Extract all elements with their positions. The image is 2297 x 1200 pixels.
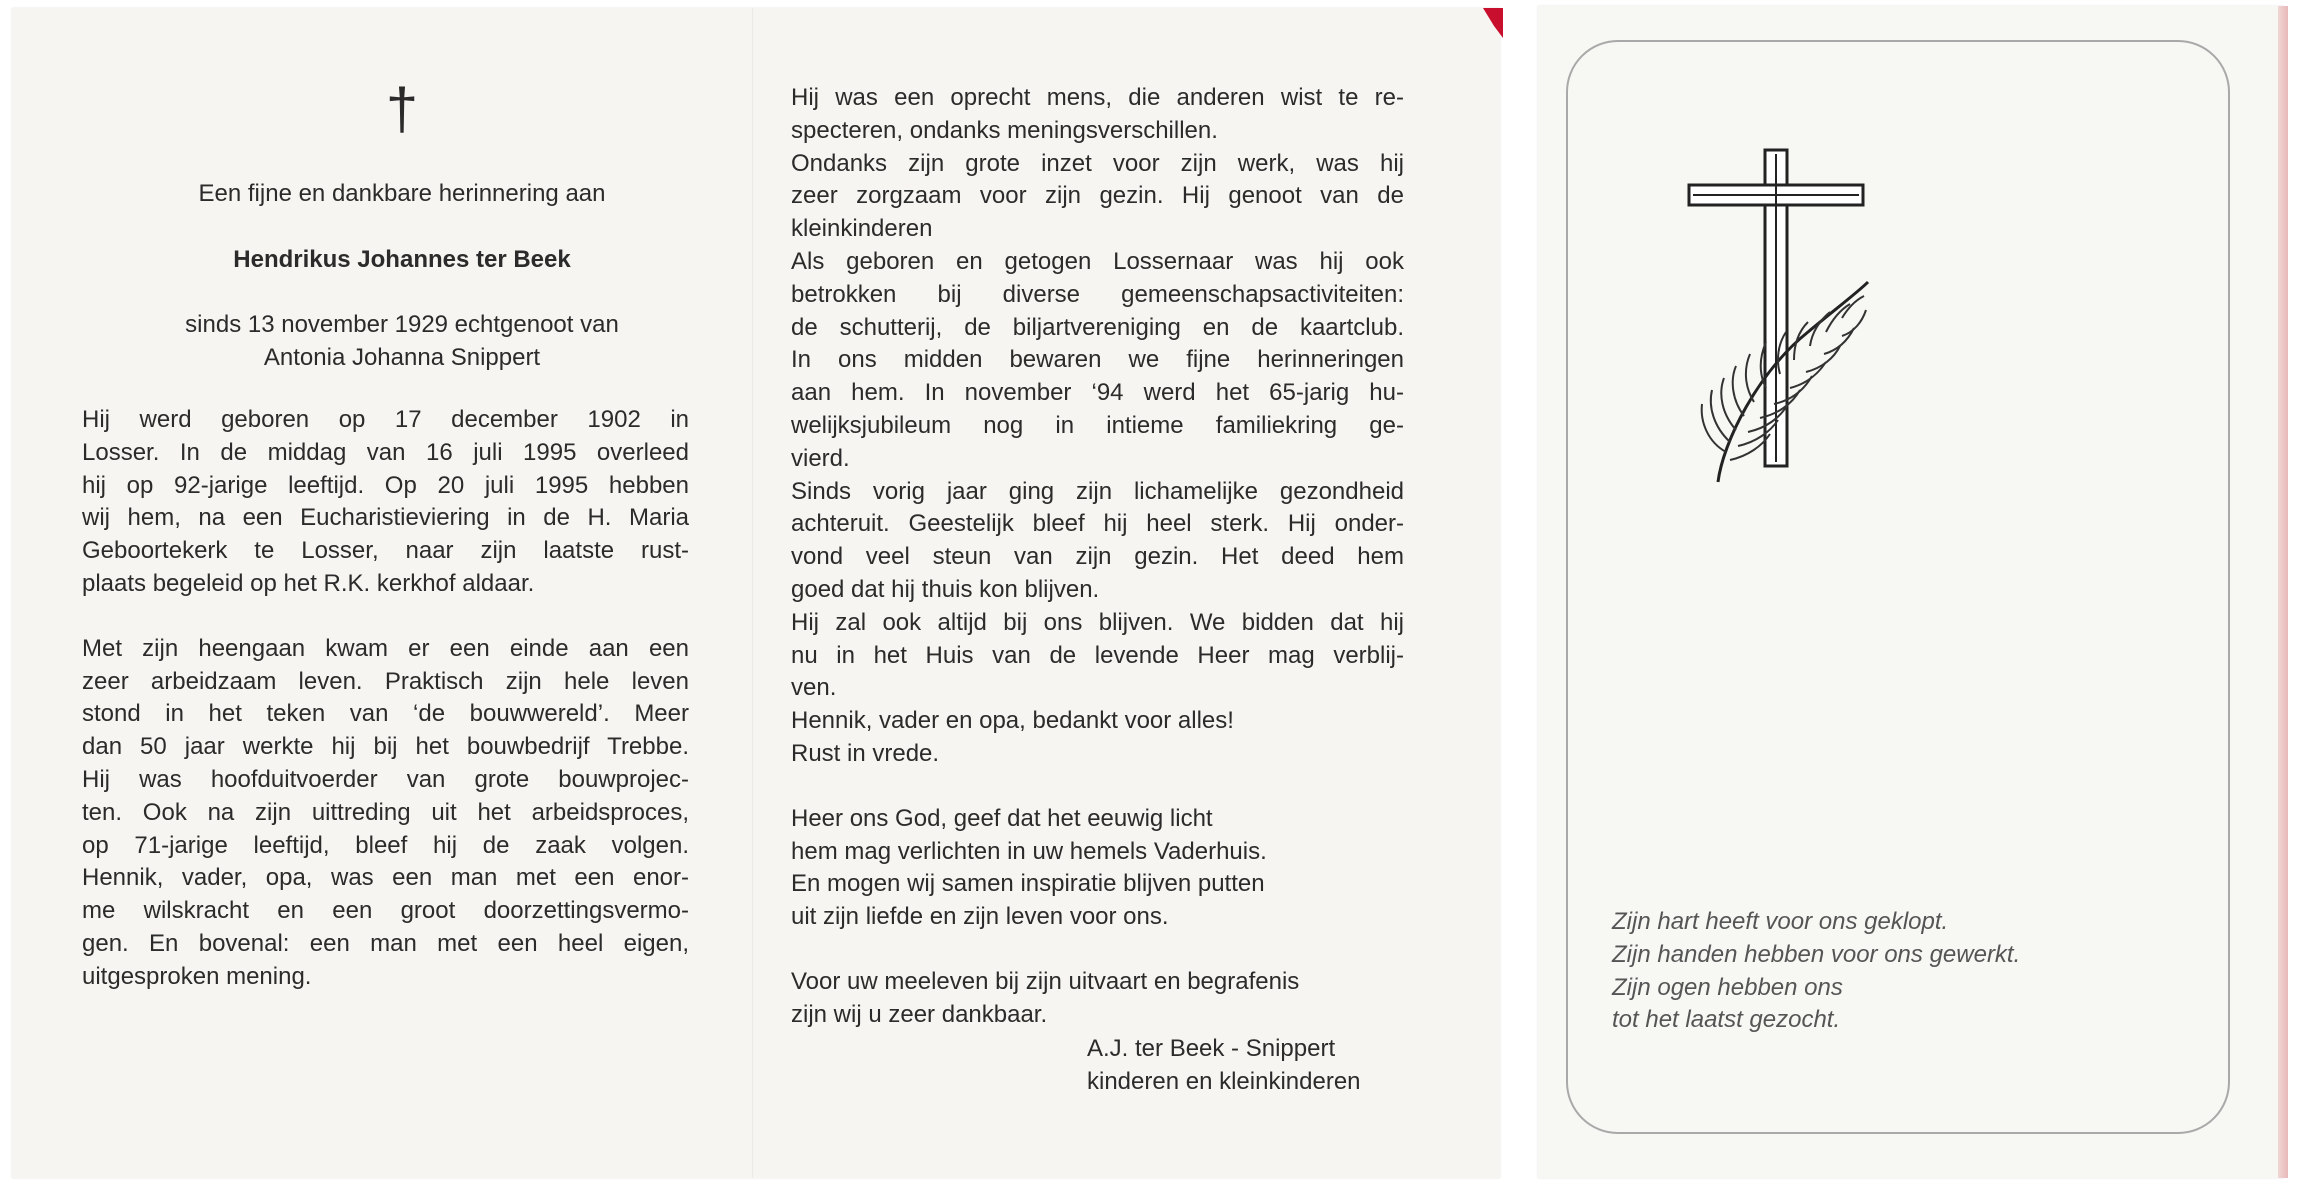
prayer-line: Heer ons God, geef dat het eeuwig licht bbox=[791, 804, 1213, 832]
text-line: dan 50 jaar werkte hij bij het bouwbedrijf Trebbe. bbox=[82, 733, 689, 761]
poem-line: Zijn handen hebben voor ons gewerkt. bbox=[1612, 940, 2021, 968]
poem-line: Zijn ogen hebben ons bbox=[1612, 973, 1843, 1001]
prayer-line: uit zijn liefde en zijn leven voor ons. bbox=[791, 903, 1169, 931]
text-line: Met zijn heengaan kwam er een einde aan een bbox=[82, 634, 689, 662]
text-line: Rust in vrede. bbox=[791, 739, 940, 767]
text-line: uitgesproken mening. bbox=[82, 962, 312, 990]
thanks-line: zijn wij u zeer dankbaar. bbox=[791, 1000, 1048, 1028]
signature-line: A.J. ter Beek - Snippert bbox=[1087, 1035, 1336, 1062]
text-line: ven. bbox=[791, 674, 837, 702]
text-line: Geboortekerk te Losser, naar zijn laatste rust- bbox=[82, 537, 689, 565]
deceased-name: Hendrikus Johannes ter Beek bbox=[233, 246, 571, 273]
text-line: welijksjubileum nog in intieme familiekring ge- bbox=[791, 411, 1404, 439]
text-line: Losser. In de middag van 16 juli 1995 overleed bbox=[82, 438, 689, 466]
cross-with-palm-icon bbox=[1678, 142, 1878, 492]
text-line: hij op 92-jarige leeftijd. Op 20 juli 1995 hebben bbox=[82, 471, 689, 499]
poem bbox=[1612, 906, 2020, 1037]
spouse-info bbox=[72, 309, 732, 375]
text-line: plaats begeleid op het R.K. kerkhof aldaar. bbox=[82, 569, 535, 597]
text-line: Hennik, vader, opa, was een man met een enor- bbox=[82, 864, 689, 892]
fold-line bbox=[752, 8, 754, 1178]
text-line: In ons midden bewaren we fijne herinneringen bbox=[791, 346, 1404, 374]
right-body bbox=[791, 82, 1404, 1032]
text-line: Hij werd geboren op 17 december 1902 in bbox=[82, 406, 689, 433]
text-line: vond veel steun van zijn gezin. Het deed hem bbox=[791, 543, 1404, 571]
text-line: Hij was een oprecht mens, die anderen wist te re- bbox=[791, 84, 1404, 111]
text-line: stond in het teken van ‘de bouwwereld’. Meer bbox=[82, 700, 689, 728]
text-line: Als geboren en getogen Lossernaar was hij ook bbox=[791, 247, 1404, 275]
intro-text: Een fijne en dankbare herinnering aan bbox=[198, 180, 606, 207]
poem-line: Zijn hart heeft voor ons geklopt. bbox=[1612, 908, 1949, 935]
text-line: kleinkinderen bbox=[791, 215, 933, 243]
text-line: betrokken bij diverse gemeenschapsactiviteiten: bbox=[791, 280, 1404, 308]
text-line: nu in het Huis van de levende Heer mag verblij- bbox=[791, 641, 1404, 669]
signature bbox=[1087, 1033, 1361, 1099]
text-line: ten. Ook na zijn uittreding uit het arbeidsproces, bbox=[82, 798, 689, 826]
text-line: Hennik, vader en opa, bedankt voor alles! bbox=[791, 707, 1234, 735]
text-line: aan hem. In november ‘94 werd het 65-jarig hu- bbox=[791, 379, 1404, 407]
text-line: achteruit. Geestelijk bleef hij heel sterk. Hij onder- bbox=[791, 510, 1404, 538]
text-line: Ondanks zijn grote inzet voor zijn werk, was hij bbox=[791, 149, 1404, 177]
card-edge bbox=[2278, 6, 2288, 1178]
spouse-line-1: sinds 13 november 1929 echtgenoot van bbox=[185, 311, 619, 338]
poem-line: tot het laatst gezocht. bbox=[1612, 1006, 1841, 1034]
text-line: op 71-jarige leeftijd, bleef hij de zaak volgen. bbox=[82, 831, 689, 859]
text-line: Sinds vorig jaar ging zijn lichamelijke gezondheid bbox=[791, 477, 1404, 505]
text-line: vierd. bbox=[791, 444, 850, 472]
text-line: zeer zorgzaam voor zijn gezin. Hij genoot van de bbox=[791, 182, 1404, 210]
prayer-line: En mogen wij samen inspiratie blijven putten bbox=[791, 870, 1265, 898]
text-line: me wilskracht en een groot doorzettingsvermo- bbox=[82, 897, 689, 925]
text-line: Hij was hoofduitvoerder van grote bouwprojec- bbox=[82, 765, 689, 793]
text-line: Hij zal ook altijd bij ons blijven. We bidden dat hij bbox=[791, 608, 1404, 636]
text-line: goed dat hij thuis kon blijven. bbox=[791, 575, 1100, 603]
text-line: gen. En bovenal: een man met een heel eigen, bbox=[82, 929, 689, 957]
text-line: zeer arbeidzaam leven. Praktisch zijn hele leven bbox=[82, 667, 689, 695]
thanks-line: Voor uw meeleven bij zijn uitvaart en begrafenis bbox=[791, 967, 1300, 995]
text-line: wij hem, na een Eucharistieviering in de H. Maria bbox=[82, 504, 689, 532]
spouse-line-2: Antonia Johanna Snippert bbox=[263, 343, 541, 371]
left-body bbox=[82, 404, 689, 994]
prayer-line: hem mag verlichten in uw hemels Vaderhuis. bbox=[791, 837, 1267, 865]
cross-symbol: † bbox=[385, 77, 419, 142]
text-line: specteren, ondanks meningsverschillen. bbox=[791, 116, 1218, 144]
text-line: de schutterij, de biljartvereniging en de kaartclub. bbox=[791, 313, 1404, 341]
signature-line: kinderen en kleinkinderen bbox=[1087, 1067, 1361, 1095]
